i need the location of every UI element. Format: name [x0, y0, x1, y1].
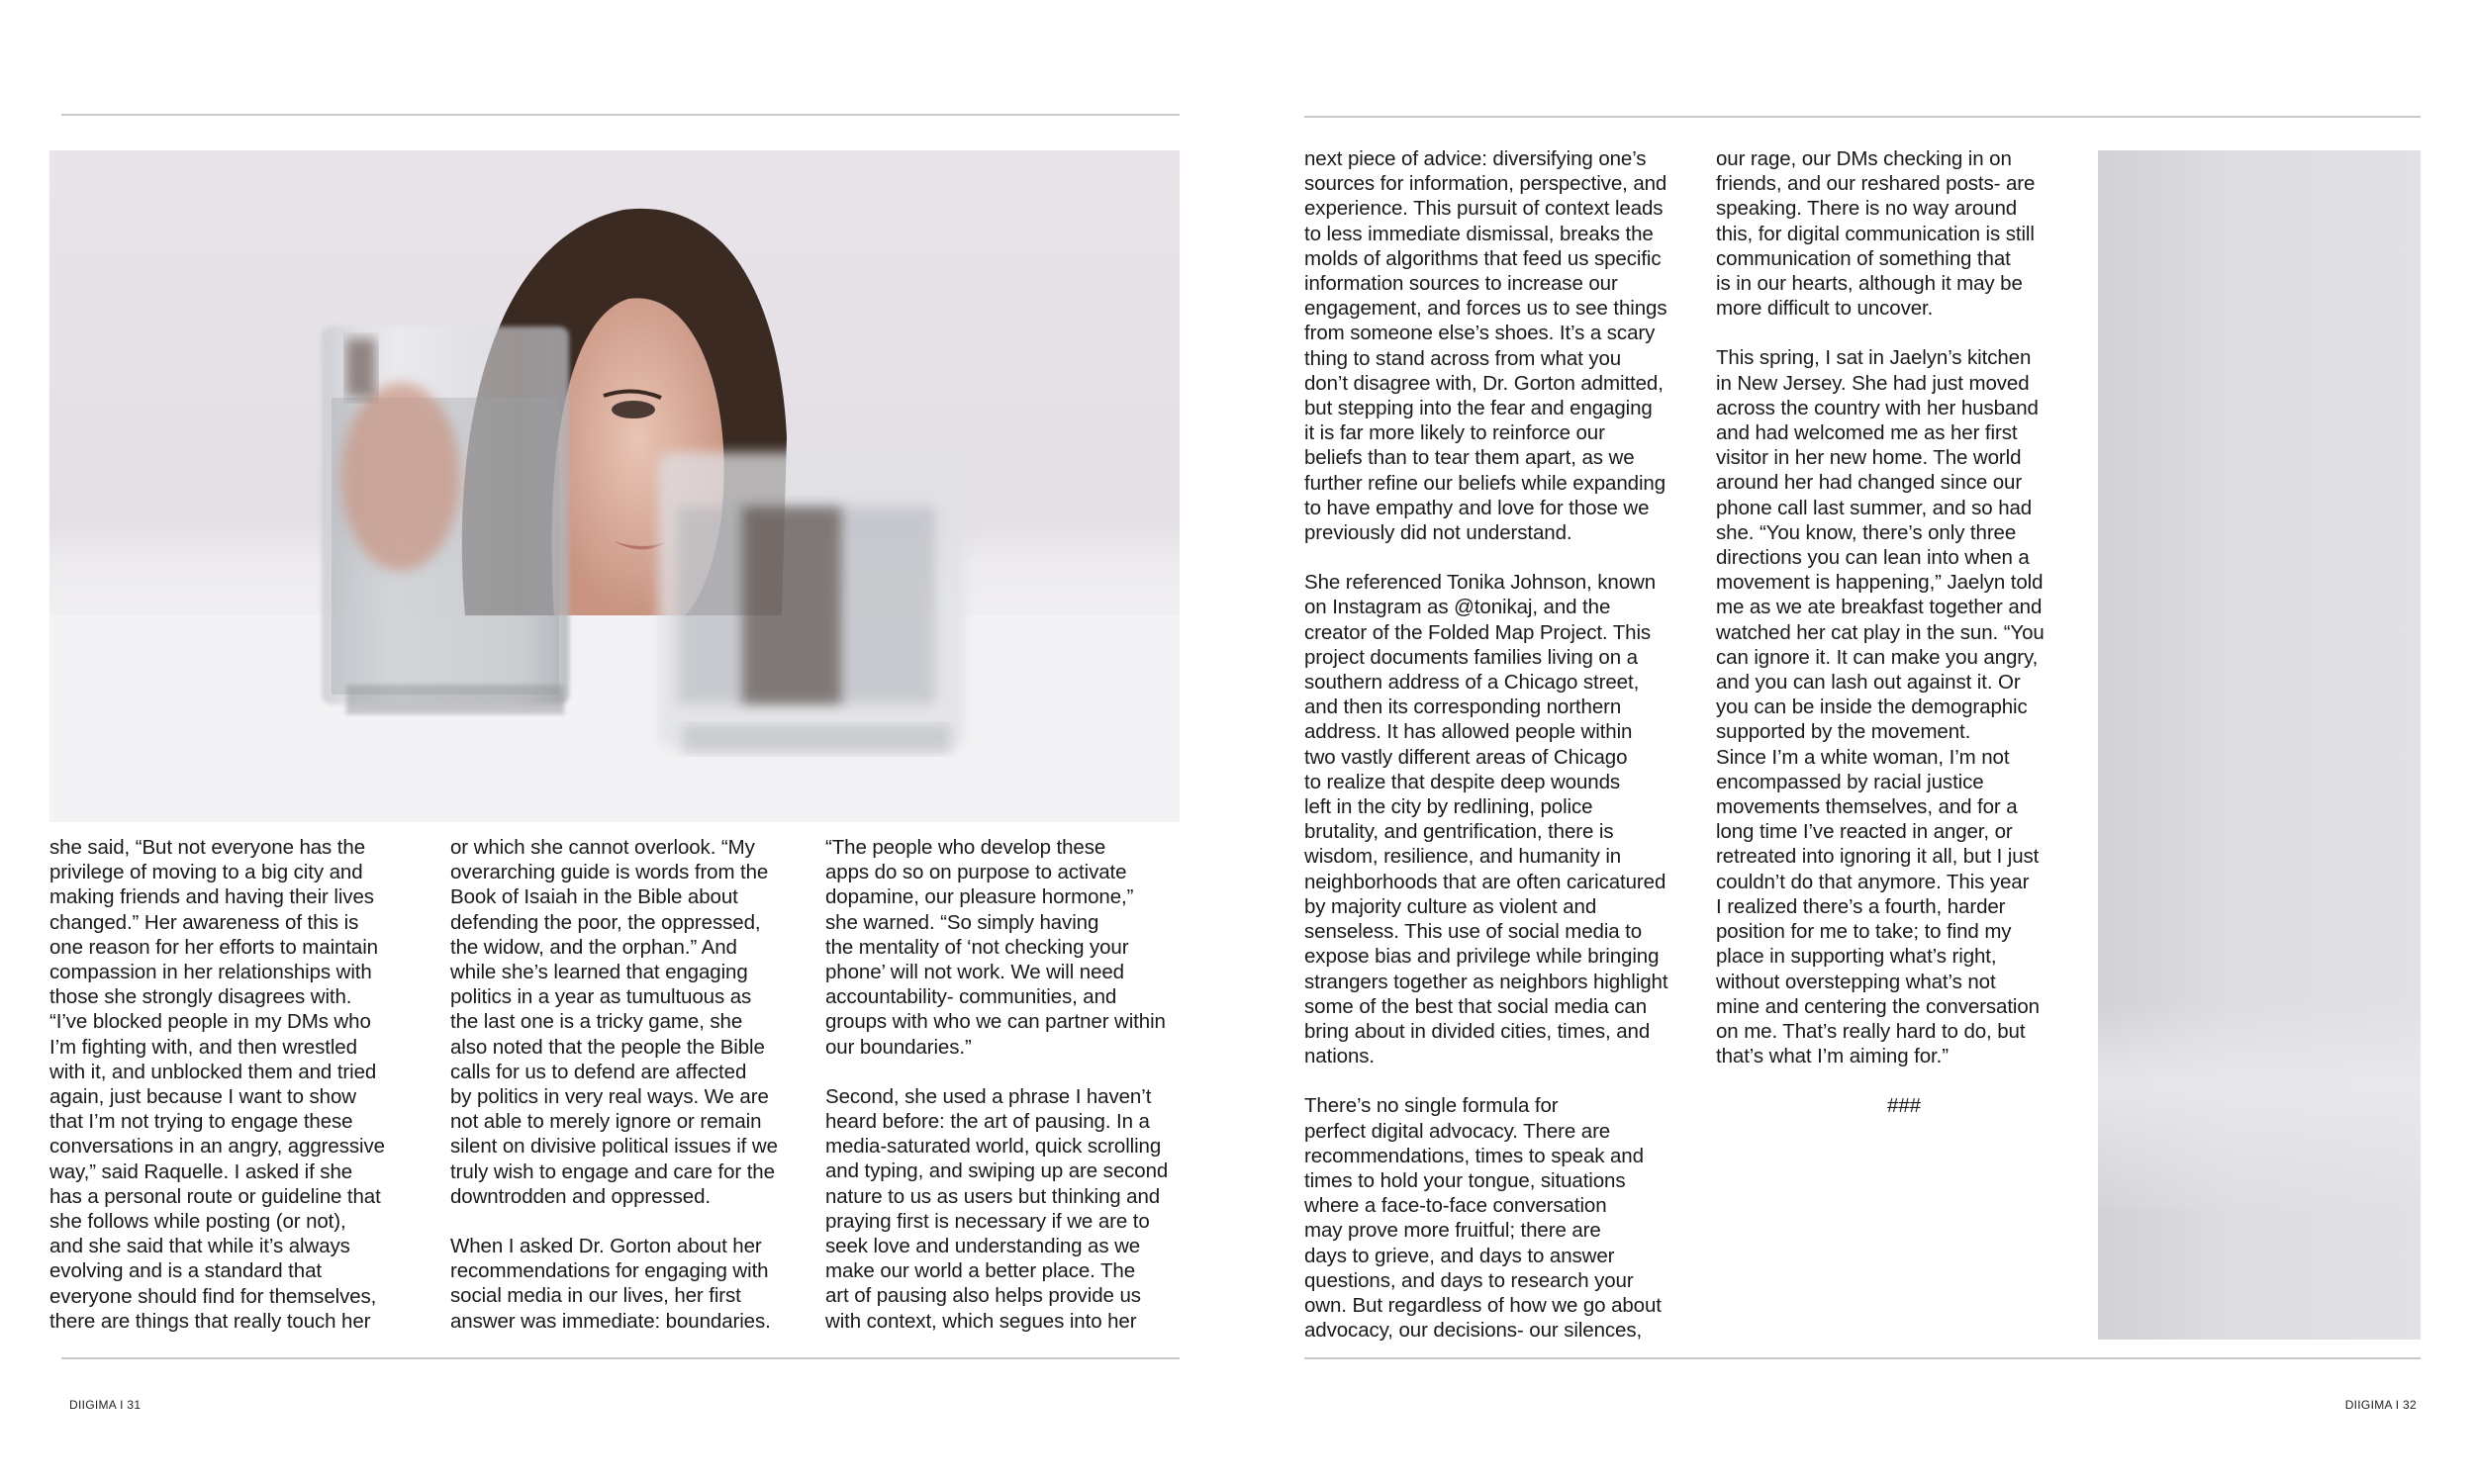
article-column-3	[825, 835, 1201, 1334]
article-column-1	[49, 835, 426, 1334]
paragraph: “The people who develop these apps do so on purpose to activate dopamine, our pleasure hormone,” she warned. “So simply having the mentality of ‘not checking your phone’ will not work. We will need accountability- communities, and groups with who we can partner within our boundaries.”	[825, 836, 1166, 1059]
paragraph: she said, “But not everyone has the privilege of moving to a big city and making friends and having their lives changed.” Her awareness of this is one reason for her efforts to maintain compassion in her relationships with those she strongly disagrees with. “I’ve blocked people in my DMs who I’m fighting with, and then wrestled with it, and unblocked them and tried again, just because I want to show that I’m not trying to engage these conversations in an angry, aggressive way,” said Raquelle. I asked if she has a personal route or guideline that she follows while posting (or not), and she said that while it’s always evolving and is a standard that everyone should find for themselves, there are things that really touch her	[49, 836, 385, 1333]
paragraph: When I asked Dr. Gorton about her recommendations for engaging with social media in our lives, her first answer was immediate: boundaries.	[450, 1235, 771, 1333]
paragraph: This spring, I sat in Jaelyn’s kitchen in New Jersey. She had just moved across the country with her husband and had welcomed me as her first visitor in her new home. The world around her had changed since our phone call last summer, and so had she. “You know, there’s only three directions you can lean into when a movement is happening,” Jaelyn told me as we ate breakfast together and watched her cat play in the sun. “You can ignore it. It can make you angry, and you can lash out against it. Or you can be inside the demographic supported by the movement. Since I’m a white woman, I’m not encompassed by racial justice movements themselves, and for a long time I’ve reacted in anger, or retreated into ignoring it all, but I just couldn’t do that anymore. This year I realized there’s a fourth, harder position for me to take; to find my place in supporting what’s right, without overstepping what’s not mine and centering the conversation on me. That’s really hard to do, but that’s what I’m aiming for.”	[1716, 346, 2045, 1068]
paragraph: or which she cannot overlook. “My overarching guide is words from the Book of Isaiah in the Bible about defending the poor, the oppressed, the widow, and the orphan.” And while she’s learned that engaging politics in a year as tumultuous as the last one is a tricky game, she also noted that the people the Bible calls for us to defend are affected by politics in very real ways. We are not able to merely ignore or remain silent on divisive political issues if we truly wish to engage and care for the downtrodden and oppressed.	[450, 836, 778, 1208]
top-rule	[61, 114, 1180, 116]
paragraph: She referenced Tonika Johnson, known on Instagram as @tonikaj, and the creator of the Folded Map Project. This project documents families living on a southern address of a Chicago street, and then its corresponding northern address. It has allowed people within two vastly different areas of Chicago to realize that despite deep wounds left in the city by redlining, police brutality, and gentrification, there is wisdom, resilience, and humanity in neighborhoods that are often caricatured by majority culture as violent and senseless. This use of social media to expose bias and privilege while bringing strangers together as neighbors highlight some of the best that social media can bring about in divided cities, times, and nations.	[1304, 571, 1668, 1068]
hero-photo	[49, 150, 1180, 822]
page-number: DIIGIMA I 31	[69, 1398, 142, 1412]
article-column-5	[1716, 146, 2092, 1119]
top-rule	[1304, 116, 2421, 118]
grey-photo-panel	[2098, 150, 2421, 1340]
right-page	[1237, 0, 2474, 1484]
paragraph: There’s no single formula for perfect digital advocacy. There are recommendations, times to speak and times to hold your tongue, situations where a face-to-face conversation may prove more fruitful; there are days to grieve, and days to answer questions, and days to research your own. But regardless of how we go about advocacy, our decisions- our silences,	[1304, 1094, 1662, 1343]
bottom-rule	[1304, 1357, 2421, 1359]
paragraph: our rage, our DMs checking in on friends, and our reshared posts- are speaking. There is no way around this, for digital communication is still communication of something that is in our hearts, although it may be more difficult to uncover.	[1716, 147, 2036, 321]
paragraph: next piece of advice: diversifying one’s sources for information, perspective, and experience. This pursuit of context leads to less immediate dismissal, breaks the molds of algorithms that feed us specific information sources to increase our engagement, and forces us to see things from someone else’s shoes. It’s a scary thing to stand across from what you don’t disagree with, Dr. Gorton admitted, but stepping into the fear and engaging it is far more likely to reinforce our beliefs than to tear them apart, as we further refine our beliefs while expanding to have empathy and love for those we previously did not understand.	[1304, 147, 1667, 545]
photo-woman-behind-glasses	[49, 150, 1180, 822]
article-column-2	[450, 835, 816, 1334]
bottom-rule	[61, 1357, 1180, 1359]
page-number: DIIGIMA I 32	[2344, 1398, 2417, 1412]
article-column-4	[1304, 146, 1700, 1343]
paragraph: Second, she used a phrase I haven’t heard before: the art of pausing. In a media-saturated world, quick scrolling and typing, and swiping up are second nature to us as users but thinking and praying first is necessary if we are to seek love and understanding as we make our world a better place. The art of pausing also helps provide us with context, which segues into her	[825, 1084, 1169, 1333]
panel-blur	[2098, 1001, 2421, 1209]
end-mark: ###	[1887, 1094, 1921, 1118]
